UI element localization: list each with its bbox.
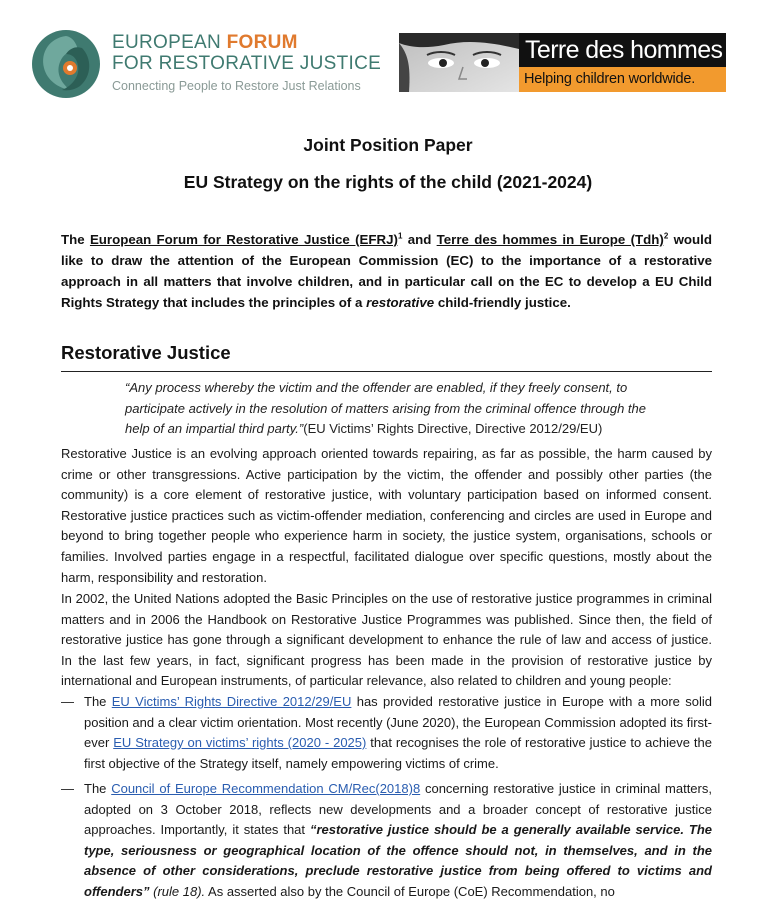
- quote-source: (EU Victims’ Rights Directive, Directive 2012/29/EU): [303, 421, 603, 436]
- tdh-name: Terre des hommes: [519, 33, 726, 67]
- efrj-emblem-icon: [30, 28, 102, 100]
- recommendation-quote: “restorative justice should be a generally available service. The type, seriousness or geographical location of the offence should not, in themselves, and in the absence of other considerations, preclude restorative justice from being offered to victims and offenders”: [84, 822, 712, 899]
- efrj-name-line1: EUROPEAN FORUM: [112, 32, 298, 53]
- footnote-ref-2[interactable]: 2: [663, 231, 669, 241]
- coe-recommendation-link[interactable]: Council of Europe Recommendation CM/Rec(2018)8: [111, 781, 421, 796]
- footnote-ref-1[interactable]: 1: [397, 231, 403, 241]
- bullet-marker: —: [61, 694, 74, 709]
- tdh-link[interactable]: Terre des hommes in Europe (Tdh): [436, 232, 664, 247]
- list-item-2-text: The Council of Europe Recommendation CM/Rec(2018)8 concerning restorative justice in criminal matters, adopted on 3 October 2018, reflects new developments and a broader concept of restorative justice approaches. Importantly, it states that “restorative justice should be a generally available service. The type, seriousness or geographical location of the offence should not, in themselves, and in the absence of other considerations, preclude restorative justice from being offered to victims and offenders” (rule 18). As asserted also by the Council of Europe (CoE) Recommendation, no: [84, 781, 712, 899]
- efrj-name-line2: FOR RESTORATIVE JUSTICE: [112, 53, 382, 74]
- tdh-slogan: Helping children worldwide.: [519, 67, 726, 92]
- victims-strategy-link[interactable]: EU Strategy on victims’ rights (2020 - 2025): [113, 735, 367, 751]
- paragraph-1: Restorative Justice is an evolving approach oriented towards repairing, as far as possible, the harm caused by crime or other transgressions. Active participation by the victim, the offender and possibly other parties (the community) is a core element of restorative justice, with voluntary participation based on informed consent. Restorative justice practices such as victim-offender mediation, conferencing and circles are used in Europe and beyond to bring together people who experience harm in society, the justice system, organisations, schools or families. Involved parties engage in a respectful, facilitated dialogue over specific questions, mostly about the harm, responsibility and restoration.: [61, 446, 712, 585]
- efrj-logo: [30, 28, 385, 98]
- definition-quote: [125, 378, 665, 440]
- efrj-link[interactable]: European Forum for Restorative Justice (EFRJ): [89, 232, 398, 247]
- efrj-tagline: Connecting People to Restore Just Relations: [112, 79, 361, 93]
- victims-directive-link[interactable]: EU Victims’ Rights Directive 2012/29/EU: [111, 694, 352, 709]
- intro-paragraph: The European Forum for Restorative Justice (EFRJ)$^1$ and Terre des hommes in Europe (Tdh)$^2$ would like to draw the attention of the European Commission (EC) to the importance of a restorative approach in all matters that involve children, and in particular call on the EC to develop a EU Child Rights Strategy that includes the principles of a restorative child-friendly justice.: [61, 231, 712, 310]
- section-heading: Restorative Justice: [61, 342, 231, 363]
- document-title: Joint Position Paper: [303, 135, 473, 155]
- document-subtitle: EU Strategy on the rights of the child (2021-2024): [183, 172, 593, 192]
- efrj-name-accent: FORUM: [226, 32, 298, 53]
- intro-emphasis: restorative: [366, 295, 435, 310]
- paragraph-2: In 2002, the United Nations adopted the Basic Principles on the use of restorative justice programmes in criminal matters and in 2006 the Handbook on Restorative Justice Programmes was published. Since then, the field of restorative justice has gone through a significant development to enhance the rule of law and access of justice. In the last few years, in fact, significant progress has been made in the provision of restorative justice by international and European instruments, of particular relevance, also related to children and young people:: [61, 591, 712, 689]
- tdh-child-photo-icon: [399, 33, 519, 92]
- list-item-1-text: The EU Victims’ Rights Directive 2012/29/EU has provided restorative justice in Europe with a more solid position and a clear victim orientation. Most recently (June 2020), the European Commission adopted its first-ever EU Strategy on victims’ rights (2020 - 2025) that recognises the role of restorative justice to achieve the first objective of the Strategy itself, namely empowering victims of crime.: [84, 694, 712, 771]
- quote-text: “Any process whereby the victim and the offender are enabled, if they freely consent, to participate actively in the resolution of matters arising from the criminal offence through the help of an impartial third party.”: [125, 380, 646, 436]
- bullet-marker: —: [61, 781, 74, 796]
- tdh-logo: [399, 33, 726, 92]
- section-divider: [61, 371, 712, 372]
- rule-reference: (rule 18).: [149, 883, 206, 899]
